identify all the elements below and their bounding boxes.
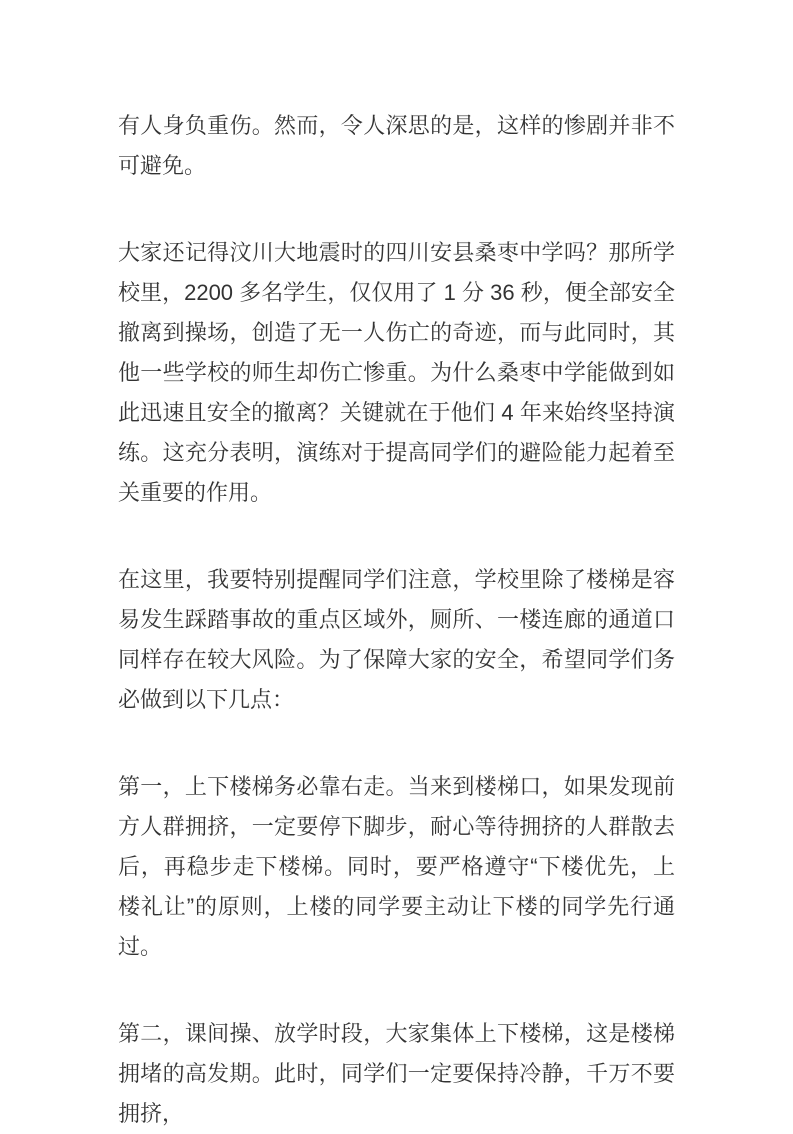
paragraph-intro-continuation: 有人身负重伤。然而，令人深思的是，这样的惨剧并非不可避免。 [118,113,675,178]
paragraph-rule-one-keep-right: 第一，上下楼梯务必靠右走。当来到楼梯口，如果发现前方人群拥挤，一定要停下脚步，耐心等待拥挤的人群散去后，再稳步走下楼梯。同时，要严格遵守“下楼优先，上楼礼让”的原则，上楼的同学要主动让下楼的同学先行通过。 [118,774,675,959]
paragraph-risk-areas-reminder: 在这里，我要特别提醒同学们注意，学校里除了楼梯是容易发生踩踏事故的重点区域外，厕所、一楼连廊的通道口同样存在较大风险。为了保障大家的安全，希望同学们务必做到以下几点： [118,567,675,712]
paragraph-rule-two-stay-calm: 第二，课间操、放学时段，大家集体上下楼梯，这是楼梯拥堵的高发期。此时，同学们一定要保持冷静，千万不要拥挤， [118,1021,675,1126]
paragraph-sangzao-school-example: 大家还记得汶川大地震时的四川安县桑枣中学吗？那所学校里，2200 多名学生，仅仅用了 1 分 36 秒，便全部安全撤离到操场，创造了无一人伤亡的奇迹，而与此同时，其他一些学校的师生却伤亡惨重。为什么桑枣中学能做到如此迅速且安全的撤离？关键就在于他们 4 年来始终坚持演练。这充分表明，演练对于提高同学们的避险能力起着至关重要的作用。 [118,240,675,505]
